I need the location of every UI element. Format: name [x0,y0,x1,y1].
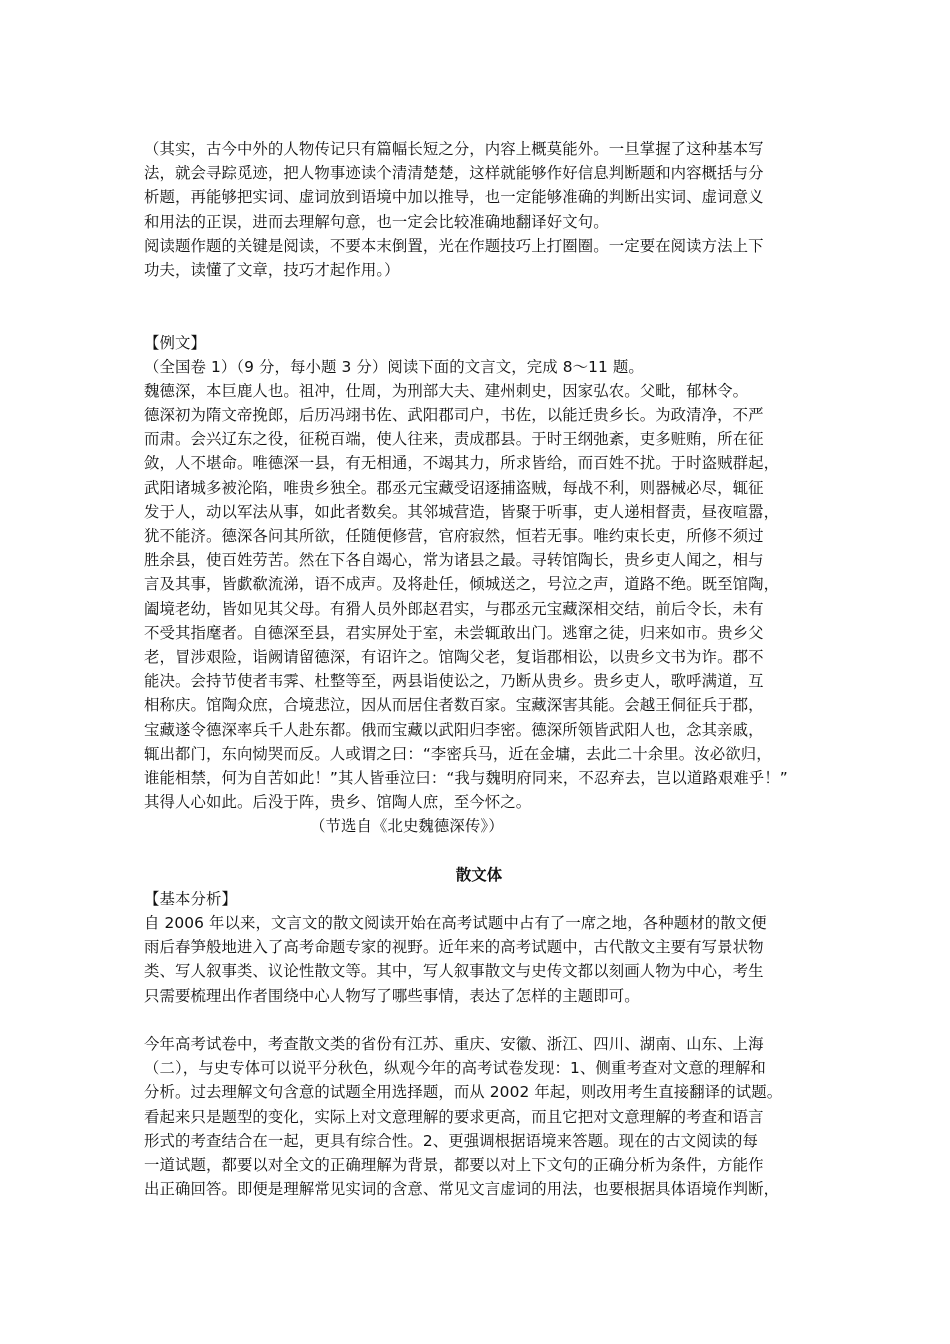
basic-analysis-label: 【基本分析】 [144,889,237,908]
example-label: 【例文】 [144,333,206,352]
intro-line: 析题，再能够把实词、虚词放到语境中加以推导，也一定能够准确的判断出实词、虚词意义 [144,188,764,207]
example-line: 老，冒涉艰险，诣阙请留德深，有诏许之。馆陶父老，复诣郡相讼，以贵乡文书为诈。郡不 [144,647,764,666]
blank-line [144,282,814,306]
example-line: 魏德深，本巨鹿人也。祖冲，仕周，为刑部大夫、建州刺史，因家弘农。父毗，郁林令。 [144,381,749,400]
example-line: 德深初为隋文帝挽郎，后历冯翊书佐、武阳郡司户，书佐，以能迁贵乡长。为政清净，不严 [144,406,764,425]
example-question: （全国卷 1）（9 分，每小题 3 分）阅读下面的文言文，完成 8～11 题。 [144,357,644,376]
example-line: 谁能相禁，何为自苦如此！”其人皆垂泣曰：“我与魏明府同来，不忍弃去，岂以道路艰难乎！” [144,768,788,787]
example-line: 武阳诸城多被沦陷，唯贵乡独全。郡丞元宝藏受诏逐捕盗贼，每战不利，则器械必尽，辄征 [144,478,764,497]
blank-line [144,306,814,330]
example-line: 不受其指麾者。自德深至县，君实屏处于室，未尝辄敢出门。逃窜之徒，归来如市。贵乡父 [144,623,764,642]
section-heading: 散文体 [455,865,503,884]
example-line: 宝藏遂令德深率兵千人赴东都。俄而宝藏以武阳归李密。德深所领皆武阳人也，念其亲戚， [144,720,764,739]
example-line: 能决。会持节使者韦霁、杜整等至，两县诣使讼之，乃断从贵乡。贵乡吏人，歌呼满道，互 [144,672,764,691]
prose-line: 形式的考查结合在一起，更具有综合性。2、更强调根据语境来答题。现在的古文阅读的每 [144,1131,759,1150]
example-line: 阖境老幼，皆如见其父母。有猾人员外郎赵君实，与郡丞元宝藏深相交结，前后令长，未有 [144,599,764,618]
intro-line: （其实，古今中外的人物传记只有篇幅长短之分，内容上概莫能外。一旦掌握了这种基本写 [144,140,764,158]
example-section [144,331,814,839]
prose-line: 自 2006 年以来，文言文的散文阅读开始在高考试题中占有了一席之地，各种题材的散文便 [144,914,767,932]
example-line: 相称庆。馆陶众庶，合境悲泣，因从而居住者数百家。宝藏深害其能。会越王侗征兵于郡， [144,696,764,715]
prose-line: （二），与史专体可以说平分秋色，纵观今年的高考试卷发现：1、侧重考查对文意的理解和 [144,1059,766,1078]
intro-line: 功夫，读懂了文章，技巧才起作用。） [144,260,400,279]
example-line: 其得人心如此。后没于阵，贵乡、馆陶人庶，至今怀之。 [144,793,532,812]
example-source: （节选自《北史魏德深传》） [310,817,504,836]
intro-line: 阅读题作题的关键是阅读，不要本末倒置，光在作题技巧上打圈圈。一定要在阅读方法上下 [144,236,764,255]
intro-line: 法，就会寻踪觅迹，把人物事迹读个清清楚楚，这样就能够作好信息判断题和内容概括与分 [144,164,764,183]
prose-line: 看起来只是题型的变化，实际上对文意理解的要求更高，而且它把对文意理解的考查和语言 [144,1107,764,1126]
intro-line: 和用法的正误，进而去理解句意，也一定会比较准确地翻译好文句。 [144,212,609,231]
prose-line: 类、写人叙事类、议论性散文等。其中，写人叙事散文与史传文都以刻画人物为中心，考生 [144,962,764,981]
example-line: 而肃。会兴辽东之役，征税百端，使人往来，责成郡县。于时王纲弛紊，吏多赃贿，所在征 [144,430,764,449]
prose-line: 分析。过去理解文句含意的试题全用选择题，而从 2002 年起，则改用考生直接翻译的试题。 [144,1083,783,1102]
intro-paragraph [144,137,814,282]
prose-line: 一道试题，都要以对全文的正确理解为背景，都要以对上下文句的正确分析为条件，方能作 [144,1155,764,1174]
example-line: 犹不能济。德深各问其所欲，任随便修营，官府寂然，恒若无事。唯约束长吏，所修不须过 [144,527,764,545]
example-line: 辄出都门，东向恸哭而反。人或谓之曰：“李密兵马，近在金墉，去此二十余里。汝必欲归， [144,744,772,763]
prose-section [144,863,814,1202]
example-line: 发于人，动以军法从事，如此者数矣。其邻城营造，皆聚于听事，吏人递相督责，昼夜喧嚣， [144,502,780,521]
prose-line: 雨后春笋般地进入了高考命题专家的视野。近年来的高考试题中，古代散文主要有写景状物 [144,938,764,957]
document-page [144,137,814,1201]
prose-line: 只需要梳理出作者围绕中心人物写了哪些事情，表达了怎样的主题即可。 [144,986,640,1005]
example-line: 言及其事，皆歔欷流涕，语不成声。及将赴任，倾城送之，号泣之声，道路不绝。既至馆陶， [144,575,780,594]
prose-line: 出正确回答。即便是理解常见实词的含意、常见文言虚词的用法，也要根据具体语境作判断， [144,1180,780,1199]
blank-line [144,1008,814,1032]
example-line: 胜余县，使百姓劳苦。然在下各自竭心，常为诸县之最。寻转馆陶长，贵乡吏人闻之，相与 [144,551,764,570]
blank-line [144,838,814,862]
prose-line: 今年高考试卷中，考查散文类的省份有江苏、重庆、安徽、浙江、四川、湖南、山东、上海 [144,1034,764,1053]
example-line: 敛，人不堪命。唯德深一县，有无相通，不竭其力，所求皆给，而百姓不扰。于时盗贼群起， [144,454,780,473]
